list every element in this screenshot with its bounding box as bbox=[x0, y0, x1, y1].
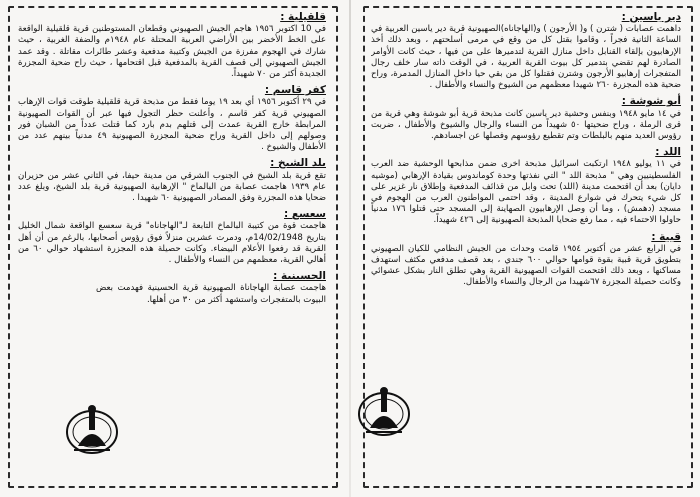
section-title: بلد الشيخ : bbox=[270, 157, 326, 170]
section-kafr-qasim bbox=[18, 85, 326, 153]
section-title: الحسينية : bbox=[273, 270, 326, 283]
section-qalqilya bbox=[18, 12, 326, 80]
section-deir-yassin bbox=[371, 12, 681, 91]
section-title: قبية : bbox=[651, 230, 681, 243]
section-title: اللد : bbox=[655, 146, 681, 159]
section-text: هاجمت عصابة الهاجاناة الصهيونية قرية الحسينية فهدمت بعض البيوت بالمتفجرات واستشهد أكثر من ٣٠ من أهلها. bbox=[96, 283, 326, 305]
section-lydda bbox=[371, 147, 681, 226]
right-column bbox=[371, 12, 681, 482]
section-title: دير ياسين : bbox=[621, 12, 681, 23]
center-fold bbox=[349, 0, 351, 497]
section-title: أبو شوشة : bbox=[621, 95, 681, 108]
section-saasaa bbox=[18, 209, 326, 266]
section-abu-shusha bbox=[371, 96, 681, 142]
section-title: كفر قاسم : bbox=[264, 84, 326, 97]
section-text: هاجمت قوة من كتيبة البالماخ التابعة لـ"الهاجاناه" قرية سعسع الواقعة شمال الخليل بتاريخ 14/02/1948م، ودمرت عشرين منزلاً فوق رؤوس أصحابها، بالرغم من أن أهل القرية قد رفعوا الأعلام البيضاء. وكانت حصيلة هذه المجزرة استشهاد حوالي ٦٠ من أهالي القرية، معظمهم من النساء والأطفال . bbox=[18, 221, 326, 266]
section-text: تقع قرية بلد الشيخ في الجنوب الشرقي من مدينة حيفا، في الثاني عشر من حزيران عام ١٩٣٩ هاجمت عصابة من البالماخ " الإرهابية الصهيونية قرية بلد الشيخ، وبلغ عدد ضحايا هذه المجزرة وفق المصادر الصهيونية ٦٠ شهيدا . bbox=[18, 170, 326, 204]
section-text: في ١٤ مايو ١٩٤٨ وبنفس وحشية دير ياسين كانت مذبحة قرية أبو شوشة وهي قرية من قرى الرملة ، وراح ضحيتها ٥٠ شهيداً من النساء والرجال والشيوخ والأطفال ، ضربت رؤوس العديد منهم بالبلطات وتم تقطيع رؤوسهم وفصلها عن اجسادهم. bbox=[371, 108, 681, 142]
section-title: سعسع : bbox=[284, 208, 326, 221]
section-qibya bbox=[371, 232, 681, 289]
organization-logo-left-icon bbox=[64, 402, 120, 456]
section-text: في 10 اكتوبر ١٩٥٦ هاجم الجيش الصهيوني وقطعان المستوطنين قرية قلقيلية الواقعة على الخط الأخضر بين الأراضي العربية المحتلة عام ١٩٤٨م والضفة الغربية ، حيث شارك في الهجوم مفرزة من الجيش وكتيبة مدفعية وعشر طائرات مقاتلة . وقد عمد الجيش الصهيوني إلى قصف القرية بالمدفعية قبل اقتحامها ، حيث راح ضحية المجزرة الجديدة أكثر من ٧٠ شهيداً. bbox=[18, 24, 326, 80]
section-text: في الرابع عشر من أكتوبر ١٩٥٤ قامت وحدات من الجيش النظامي للكيان الصهيوني بتطويق قرية قبية بقوة قوامها حوالي ٦٠٠ جندي ، بعد قصف مدفعي مكثف استهدف مساكنها ، وبعد ذلك اقتحمت القوات الصهيونية القرية وهي تطلق النار بشكل عشوائي وكانت حصيلة المجزرة ٦٧شهيدا من الرجال والنساء والأطفال. bbox=[371, 243, 681, 288]
organization-logo-right-icon bbox=[356, 384, 412, 438]
section-text: داهمت عصابات ( شترن ) و( الأرجون ) و(الهاجاناه)الصهيونية قرية دير ياسين العربية في الساعة الثانية فجراً ، وقاموا بقتل كل من وقع في مرمى أسلحتهم ، وبعد ذلك أخذ الإرهابيون بإلقاء القنابل داخل منازل القرية لتدميرها على من فيها ، حيث كانت الأوامر الصادرة لهم تقضي بتدمير كل بيوت القرية العربية ، في الوقت ذاته سار خلف رجال المتفجرات إرهابيو الأرجون وشترن فقتلوا كل من بقي حيا داخل المنازل المدمرة، وراح ضحية هذه المجزرة ٢٦٠ شهيدا معظمهم من الشيوخ والنساء والأطفال . bbox=[371, 24, 681, 91]
section-title: قلقيلية : bbox=[280, 12, 326, 23]
section-text: في ١١ يوليو ١٩٤٨ ارتكبت اسرائيل مذبحة اخرى ضمن مذابحها الوحشية ضد العرب الفلسطينيين وهي " مذبحة اللد " التي نفذتها وحدة كوماندوس بقيادة الإرهابي (موشيه دايان) بعد أن اقتحمت مدينة (اللد) تحت وابل من قذائف المدفعية وإطلاق نار غزير على كل شيء يتحرك في شوارع المدينة ، وقد احتمى المواطنون العرب من الهجوم في مسجد (دهمش) ، وما أن وصل الإرهابيون الصهاينة إلى المسجد حتى قتلوا ١٧٦ مدنياً حاولوا الاحتماء فيه ، مما رفع ضحايا المذبحة الصهيونية إلى ٤٢٦ شهيداً. bbox=[371, 159, 681, 226]
section-balad-al-sheikh bbox=[18, 158, 326, 204]
section-text: في ٢٩ أكتوبر ١٩٥٦ أي بعد ١٩ يوما فقط من مذبحة قرية قلقيلية طوقت قوات الإرهاب الصهيوني قرية كفر قاسم ، وأعلنت حظر التجول فيها عبر أن القوات الصهيونية المرابطة خارج القرية عمدت إلى قتلهم بدم بارد كما قتلت عدداً من الشبان فور وصولهم إلى داخل القرية وراح ضحية المجزرة الصهيونية ٤٩ مدنياً بينهم عدد من الأطفال والشيوخ . bbox=[18, 97, 326, 153]
section-husseiniya bbox=[18, 271, 326, 306]
